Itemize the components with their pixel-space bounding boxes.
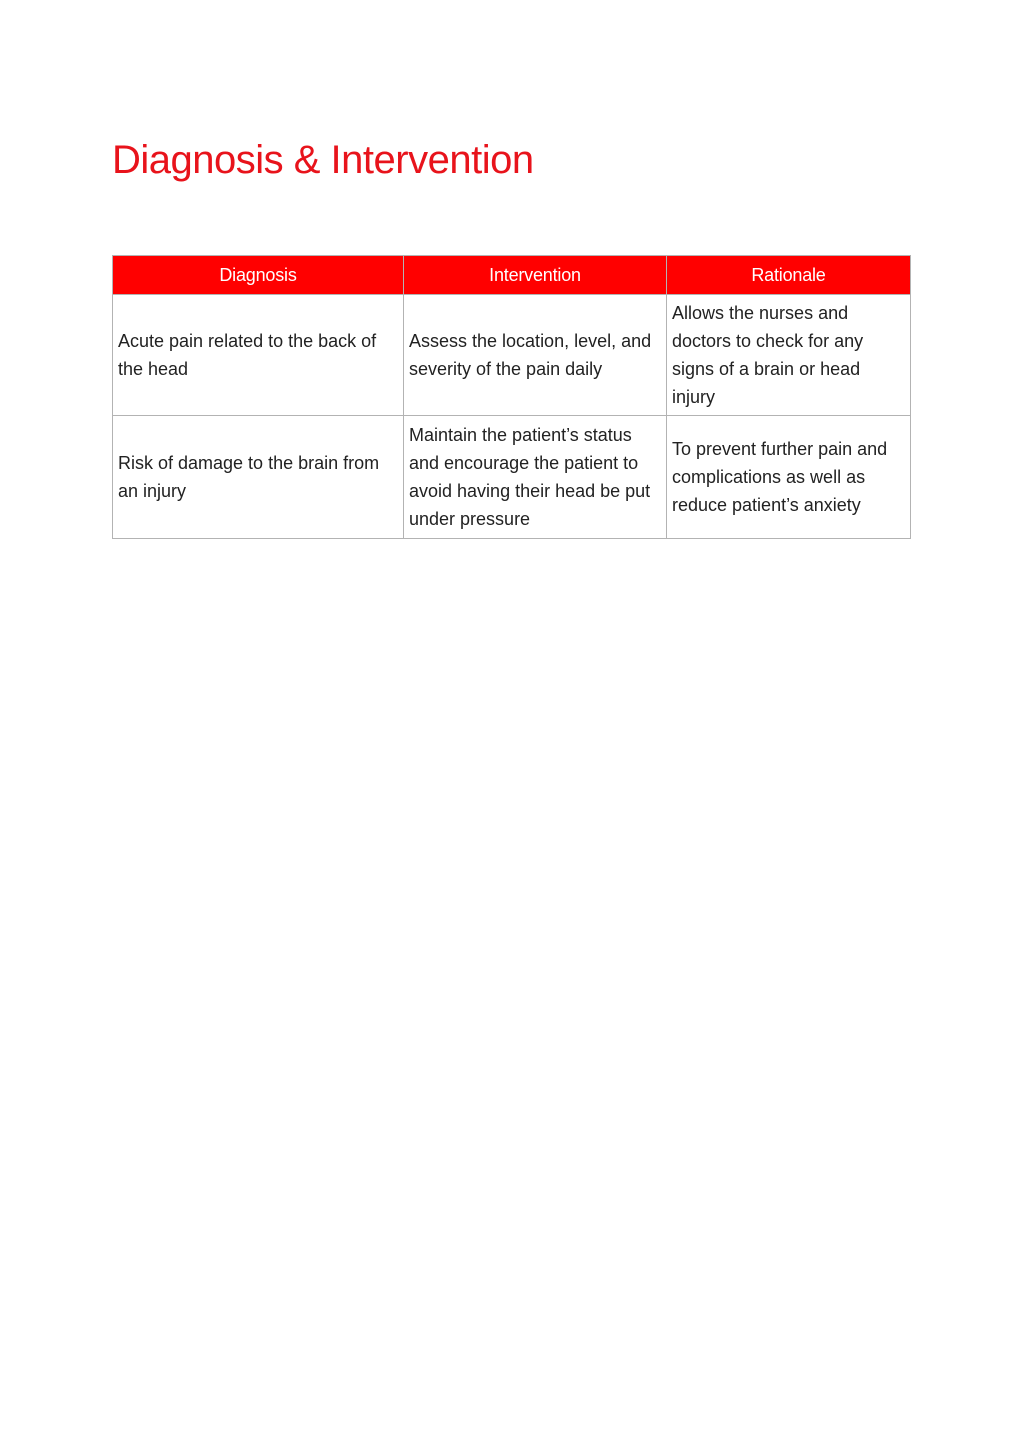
cell-diagnosis: Risk of damage to the brain from an injury [113,416,404,539]
table-row [113,295,911,416]
page-title: Diagnosis & Intervention [112,138,534,182]
cell-intervention: Assess the location, level, and severity of the pain daily [404,295,667,416]
cell-rationale: Allows the nurses and doctors to check for any signs of a brain or head injury [667,295,911,416]
table-header-row [113,256,911,295]
header-rationale: Rationale [667,256,911,295]
cell-intervention: Maintain the patient’s status and encourage the patient to avoid having their head be put under pressure [404,416,667,539]
header-diagnosis: Diagnosis [113,256,404,295]
care-plan-table [112,255,911,539]
header-intervention: Intervention [404,256,667,295]
cell-rationale: To prevent further pain and complications as well as reduce patient’s anxiety [667,416,911,539]
table-row [113,416,911,539]
cell-diagnosis: Acute pain related to the back of the head [113,295,404,416]
